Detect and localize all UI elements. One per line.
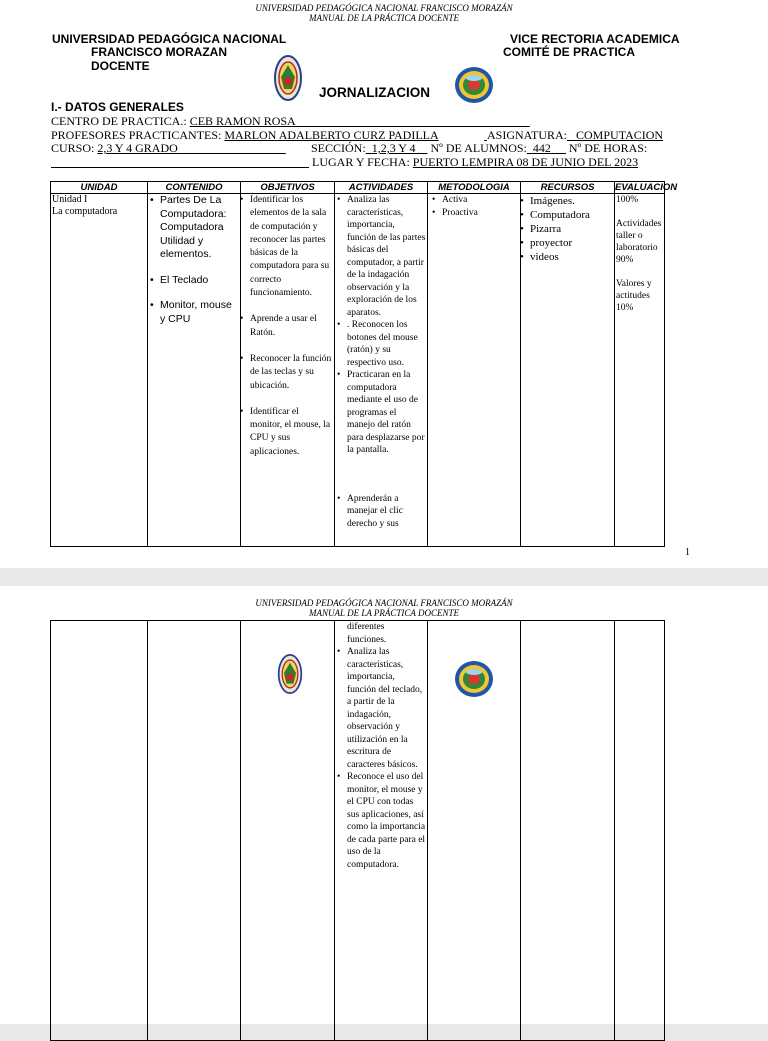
recurso-item: • videos [530,250,613,264]
seccion-value: 1,2,3 Y 4 [371,141,416,155]
evaluacion-total: 100% [616,195,639,205]
cell-objetivos [241,194,335,547]
actividad-item: • Analiza las características, importancia, función de las partes básicas del computador, a partir de la indagación observación y la exploración de los aparatos. [347,194,426,319]
header-objetivos: OBJETIVOS [241,182,335,194]
seccion-label: SECCIÓN: [311,141,366,155]
header-contenido: CONTENIDO [148,182,241,194]
university-name-line3: DOCENTE [91,59,150,73]
page-number: 1 [685,547,690,558]
centro-row [51,114,530,128]
cell-recursos [521,194,615,547]
cell-unidad [51,194,148,547]
header-recursos: RECURSOS [521,182,615,194]
running-header-line2-p2: MANUAL DE LA PRÁCTICA DOCENTE [308,608,460,618]
document-title: JORNALIZACION [319,85,430,100]
table-row [51,194,665,547]
cell-recursos-empty [521,621,615,1041]
contenido-item: • Monitor, mouse y CPU [160,299,239,326]
evaluacion-item: Actividades taller o laboratorio 90% [616,219,662,265]
centro-value: CEB RAMON ROSA [189,114,296,128]
curso-row [51,141,286,155]
recurso-item: • Pizarra [530,222,613,236]
comite-title: COMITÉ DE PRACTICA [503,45,635,59]
cell-actividades [335,194,428,547]
practice-committee-seal [454,66,494,104]
document-page-2 [0,586,768,1024]
profesores-label: PROFESORES PRACTICANTES: [51,128,222,142]
seccion-row [311,141,647,155]
running-header-line2: MANUAL DE LA PRÁCTICA DOCENTE [308,13,460,23]
objetivo-item: • Identificar los elementos de la sala de computación y reconocer las partes básicas de la computadora para su correcto funcionamiento. [250,194,333,300]
running-header-line1-p2: UNIVERSIDAD PEDAGÓGICA NACIONAL FRANCISCO MORAZÁN [255,598,513,608]
header-unidad: UNIDAD [51,182,148,194]
lugar-label: LUGAR Y FECHA: [312,155,410,169]
cell-actividades-continued [335,621,428,1041]
contenido-item: • El Teclado [160,274,239,288]
actividad-item: • Reconoce el uso del monitor, el mouse y el CPU con todas sus aplicaciones, así como la importancia de cada parte para el uso de la computadora. [347,771,426,871]
cell-evaluacion-empty [615,621,665,1041]
actividad-item: • . Reconocen los botones del mouse (ratón) y su respectivo uso. [347,319,426,369]
asignatura-value: COMPUTACION [576,128,664,142]
cell-contenido-empty [148,621,241,1041]
objetivo-item: • Aprende a usar el Ratón. [250,313,333,340]
lugar-value: PUERTO LEMPIRA 08 DE JUNIO DEL 2023 [412,155,639,169]
unidad-line2: La computadora [52,206,118,217]
cell-contenido [148,194,241,547]
recurso-item: • Computadora [530,208,613,222]
cell-evaluacion [615,194,665,547]
university-shield-logo [274,55,302,101]
cell-unidad-empty [51,621,148,1041]
table-row [51,621,665,1041]
metodologia-item: • Proactiva [442,207,519,220]
university-name-line2: FRANCISCO MORAZAN [91,45,227,59]
centro-label: CENTRO DE PRACTICA.: [51,114,187,128]
objetivo-item: • Identificar el monitor, el mouse, la CPU y sus aplicaciones. [250,406,333,459]
objetivo-item: • Reconocer la función de las teclas y su ubicación. [250,353,333,393]
actividad-item: • Practicaran en la computadora mediante el uso de programas el manejo del ratón para desplazarse por la pantalla. [347,369,426,457]
practice-committee-seal [454,660,494,698]
planning-table-continued [50,620,665,1041]
evaluacion-item: Valores y actitudes 10% [616,279,652,313]
curso-label: CURSO: [51,141,95,155]
planning-table [50,181,678,547]
section-title: I.- DATOS GENERALES [51,100,184,114]
vice-rectoria-title: VICE RECTORIA ACADEMICA [510,32,680,46]
cell-metodologia [428,194,521,547]
university-name-line1: UNIVERSIDAD PEDAGÓGICA NACIONAL [52,32,287,46]
alumnos-value: 442 [532,141,551,155]
header-actividades: ACTIVIDADES [335,182,428,194]
actividad-continuation: diferentes funciones. [347,622,387,645]
recurso-item: • proyector [530,236,613,250]
unidad-line1: Unidad I [52,194,88,205]
recurso-item: • Imágenes. [530,194,613,208]
metodologia-item: • Activa [442,194,519,207]
lugar-row [51,155,638,169]
actividad-item: • Analiza las características, importancia, función del teclado, a partir de la indagación, observación y utilización en la escritura de caracteres básicos. [347,646,426,771]
university-shield-logo [277,654,303,694]
actividad-item: • Aprenderán a manejar el clic derecho y sus [347,493,426,531]
asignatura-label: ASIGNATURA: [487,128,568,142]
horas-label: Nº DE HORAS: [568,141,648,155]
profesores-row [51,128,439,142]
curso-value: 2,3 Y 4 GRADO [97,141,178,155]
table-header-row [51,182,665,194]
running-header-line1: UNIVERSIDAD PEDAGÓGICA NACIONAL FRANCISCO MORAZÁN [255,3,513,13]
contenido-item: • Partes De La Computadora: Computadora Utilidad y elementos. [160,194,239,262]
profesores-value: MARLON ADALBERTO CURZ PADILLA [224,128,439,142]
header-evaluacion: EVALUACION [615,182,678,193]
header-metodologia: METODOLOGIA [428,182,521,194]
alumnos-label: Nº DE ALUMNOS: [430,141,527,155]
asignatura-row [484,128,663,142]
